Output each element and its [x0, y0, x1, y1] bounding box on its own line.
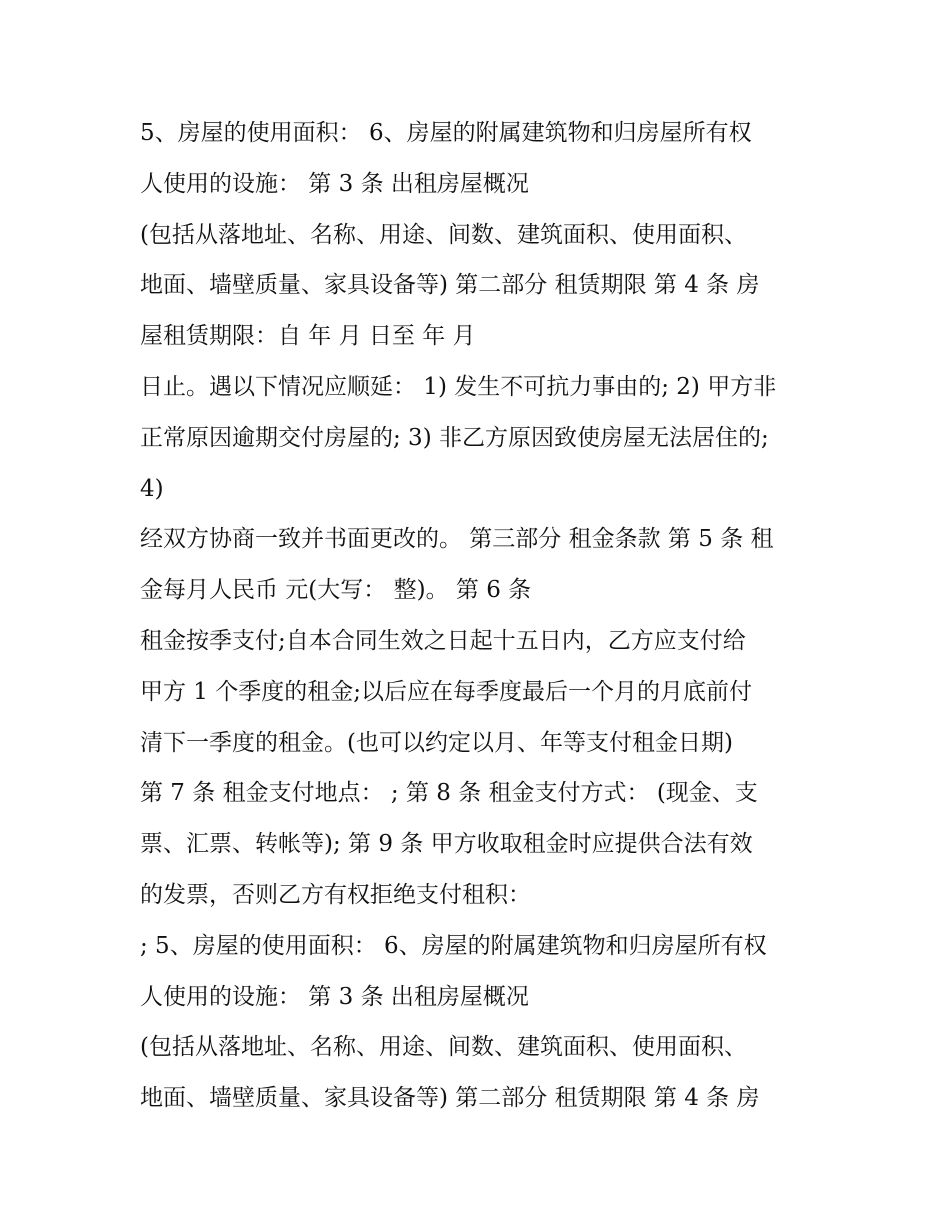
text-line: 日止。遇以下情况应顺延： 1) 发生不可抗力事由的; 2) 甲方非: [140, 373, 777, 400]
text-line: (包括从落地址、名称、用途、间数、建筑面积、使用面积、: [140, 221, 747, 248]
document-body: [140, 108, 820, 1124]
text-line: 经双方协商一致并书面更改的。 第三部分 租金条款 第 5 条 租: [140, 526, 774, 553]
text-line: 5、房屋的使用面积： 6、房屋的附属建筑物和归房屋所有权: [140, 120, 752, 146]
text-line: 第 7 条 租金支付地点： ; 第 8 条 租金支付方式： (现金、支: [140, 780, 758, 807]
text-line: 清下一季度的租金。(也可以约定以月、年等支付租金日期): [140, 729, 733, 756]
text-line: (包括从落地址、名称、用途、间数、建筑面积、使用面积、: [140, 1034, 747, 1061]
text-line: 人使用的设施： 第 3 条 出租房屋概况: [140, 983, 529, 1010]
text-line: 甲方 1 个季度的租金;以后应在每季度最后一个月的月底前付: [140, 678, 753, 705]
text-line: 正常原因逾期交付房屋的; 3) 非乙方原因致使房屋无法居住的;: [140, 424, 769, 451]
text-line: 人使用的设施： 第 3 条 出租房屋概况: [140, 170, 529, 197]
text-line: 地面、墙壁质量、家具设备等) 第二部分 租赁期限 第 4 条 房: [140, 1085, 760, 1112]
text-line: 票、汇票、转帐等); 第 9 条 甲方收取租金时应提供合法有效: [140, 831, 753, 858]
text-line: 租金按季支付;自本合同生效之日起十五日内，乙方应支付给: [140, 627, 746, 654]
text-line: 的发票，否则乙方有权拒绝支付租积：: [140, 881, 531, 908]
text-line: 4): [140, 475, 164, 502]
text-line: 屋租赁期限：自 年 月 日至 年 月: [140, 323, 476, 350]
text-line: 金每月人民币 元(大写： 整)。 第 6 条: [140, 577, 532, 604]
text-line: 地面、墙壁质量、家具设备等) 第二部分 租赁期限 第 4 条 房: [140, 272, 760, 299]
text-line: ; 5、房屋的使用面积： 6、房屋的附属建筑物和归房屋所有权: [140, 932, 767, 959]
